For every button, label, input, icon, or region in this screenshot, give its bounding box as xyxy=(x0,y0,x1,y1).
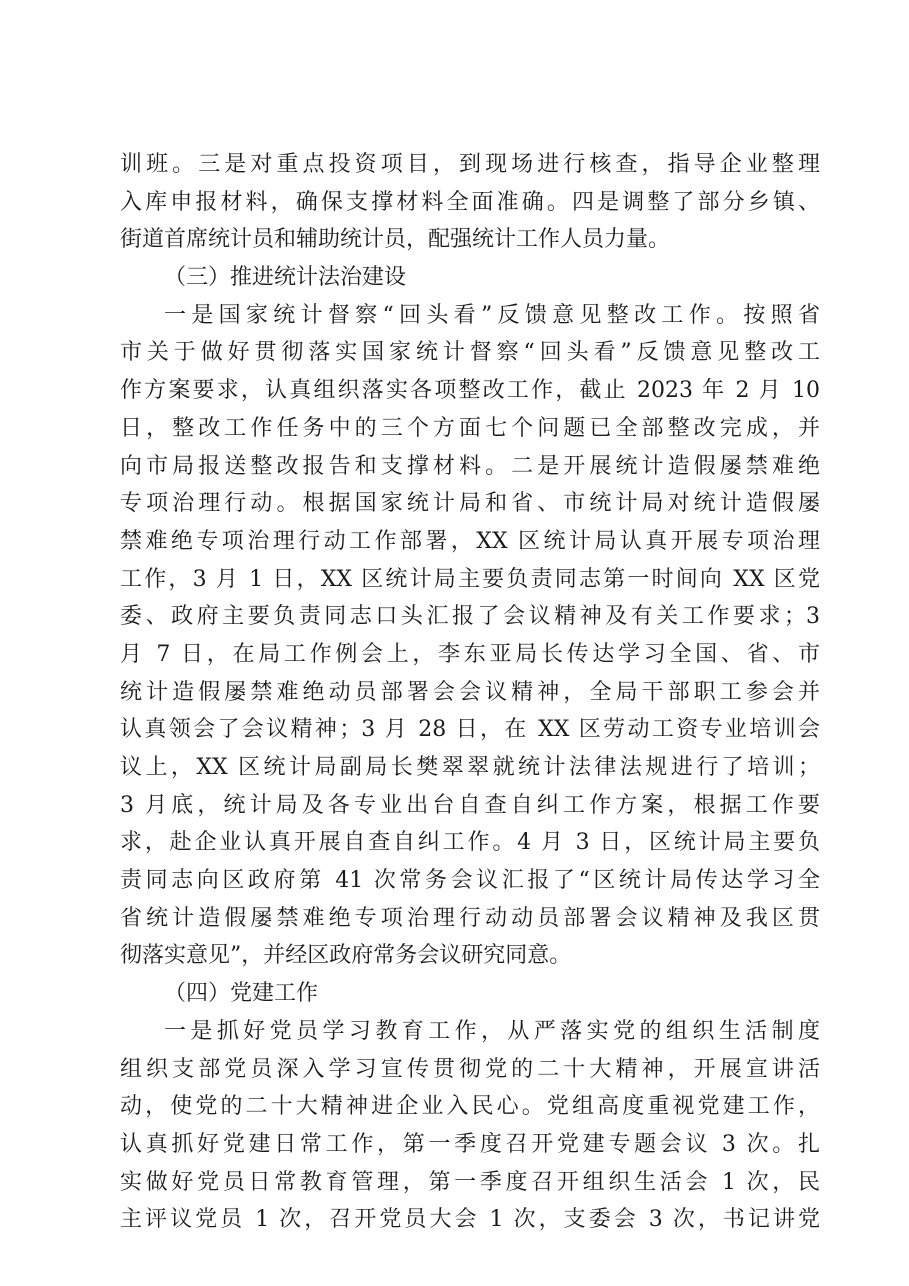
text-line: 一是国家统计督察“回头看”反馈意见整改工作。按照省 xyxy=(164,302,820,328)
text-line: 实做好党员日常教育管理，第一季度召开组织生活会 1 次，民 xyxy=(120,1169,820,1195)
text-line: 求，赴企业认真开展自查自纠工作。4 月 3 日，区统计局主要负 xyxy=(120,830,820,856)
document-body xyxy=(120,146,820,1239)
text-line: 责同志向区政府第 41 次常务会议汇报了“区统计局传达学习全 xyxy=(120,868,820,894)
text-line: 彻落实意见”，并经区政府常务会议研究同意。 xyxy=(120,943,572,969)
text-line: 一是抓好党员学习教育工作，从严落实党的组织生活制度 xyxy=(164,1018,820,1044)
text-line: 作方案要求，认真组织落实各项整改工作，截止 2023 年 2 月 10 xyxy=(120,378,820,404)
text-line: 委、政府主要负责同志口头汇报了会议精神及有关工作要求；3 xyxy=(120,604,820,630)
text-line: 街道首席统计员和辅助统计员，配强统计工作人员力量。 xyxy=(120,227,671,253)
text-line: 向市局报送整改报告和支撑材料。二是开展统计造假屡禁难绝 xyxy=(120,453,820,479)
text-line: 省统计造假屡禁难绝专项治理行动动员部署会议精神及我区贯 xyxy=(120,905,820,931)
text-line: 训班。三是对重点投资项目，到现场进行核查，指导企业整理 xyxy=(120,152,820,177)
text-line: （三）推进统计法治建设 xyxy=(164,265,407,291)
text-line: 统计造假屡禁难绝动员部署会会议精神，全局干部职工参会并 xyxy=(120,679,820,705)
text-line: 工作，3 月 1 日，XX 区统计局主要负责同志第一时间向 XX 区党 xyxy=(120,566,820,592)
text-line: 3 月底，统计局及各专业出台自查自纠工作方案，根据工作要 xyxy=(120,792,820,818)
text-line: 月 7 日，在局工作例会上，李东亚局长传达学习全国、省、市 xyxy=(120,641,820,667)
text-line: 禁难绝专项治理行动工作部署，XX 区统计局认真开展专项治理 xyxy=(120,528,820,554)
text-line: 日，整改工作任务中的三个方面七个问题已全部整改完成，并 xyxy=(120,415,820,441)
text-line: 市关于做好贯彻落实国家统计督察“回头看”反馈意见整改工 xyxy=(120,340,820,366)
text-line: 认真领会了会议精神；3 月 28 日，在 XX 区劳动工资专业培训会 xyxy=(120,717,820,743)
text-line: 动，使党的二十大精神进企业入民心。党组高度重视党建工作， xyxy=(120,1094,820,1120)
text-line: 议上，XX 区统计局副局长樊翠翠就统计法律法规进行了培训； xyxy=(120,755,820,780)
text-line: 认真抓好党建日常工作，第一季度召开党建专题会议 3 次。扎 xyxy=(120,1131,820,1157)
text-line: 主评议党员 1 次，召开党员大会 1 次，支委会 3 次，书记讲党 xyxy=(120,1207,820,1233)
text-line: （四）党建工作 xyxy=(164,981,319,1007)
text-line: 专项治理行动。根据国家统计局和省、市统计局对统计造假屡 xyxy=(120,491,820,517)
text-line: 组织支部党员深入学习宣传贯彻党的二十大精神，开展宣讲活 xyxy=(120,1056,820,1082)
text-line: 入库申报材料，确保支撑材料全面准确。四是调整了部分乡镇、 xyxy=(120,189,820,215)
